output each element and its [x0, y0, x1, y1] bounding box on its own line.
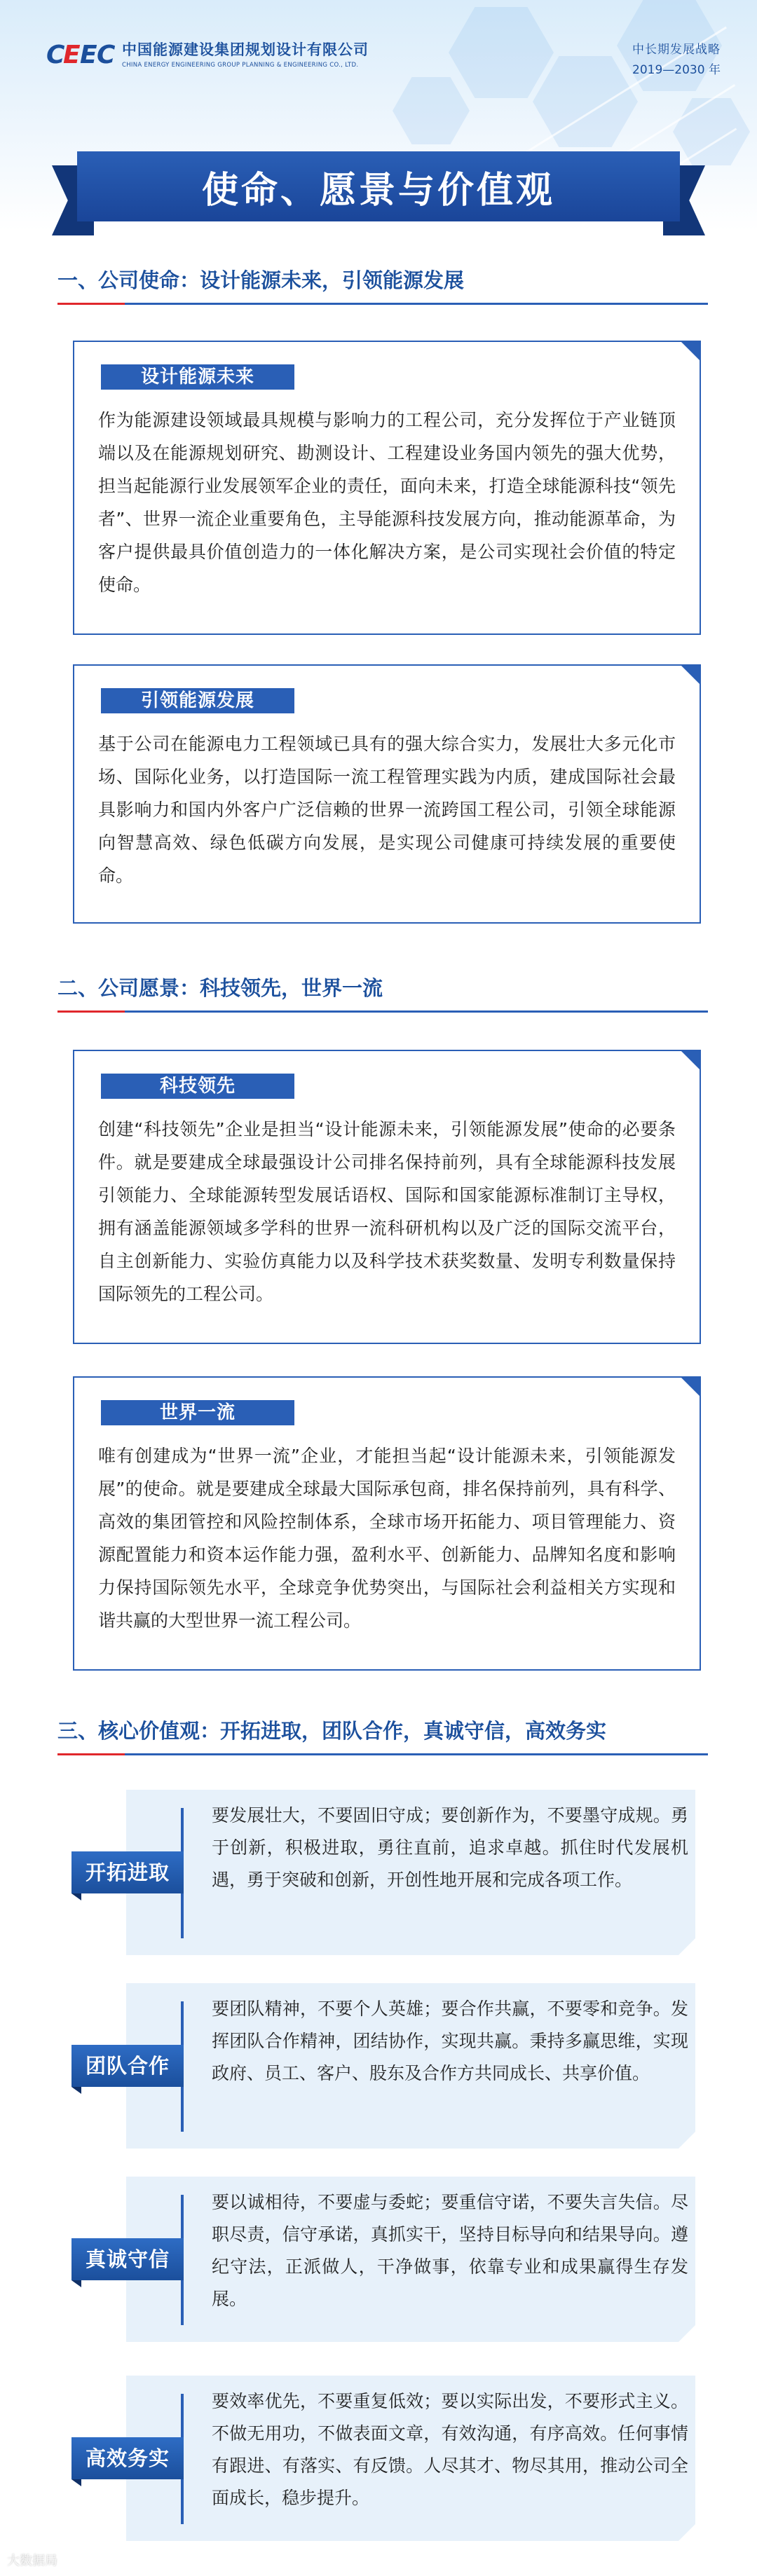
- section-divider: [57, 1010, 708, 1013]
- card-text: 作为能源建设领域最具规模与影响力的工程公司，充分发挥位于产业链顶端以及在能源规划研究、勘测设计、工程建设业务国内领先的强大优势，担当起能源行业发展领军企业的责任，面向未来，打造全球能源科技“领先者”、世界一流企业重要角色，主导能源科技发展方向，推动能源革命，为客户提供最具价值创造力的一体化解决方案，是公司实现社会价值的特定使命。: [98, 410, 676, 595]
- decor-hexagon: [449, 7, 554, 98]
- section-divider: [57, 303, 708, 305]
- title-banner: [77, 151, 680, 221]
- ceec-logo-icon: [46, 38, 116, 69]
- card-tag: 引领能源发展: [101, 688, 294, 713]
- decor-hexagon: [393, 77, 470, 144]
- card-text: 唯有创建成为“世界一流”企业，才能担当起“设计能源未来，引领能源发展”的使命。就是要建成全球最大国际承包商，排名保持前列，具有科学、高效的集团管控和风险控制体系，全球市场开拓能力、项目管理能力、资源配置能力和资本运作能力强，盈利水平、创新能力、品牌知名度和影响力保持国际领先水平，全球竞争优势突出，与国际社会利益相关方实现和谐共赢的大型世界一流工程公司。: [98, 1446, 676, 1631]
- strategy-title: 中长期发展战略: [632, 43, 721, 57]
- card-tag: 科技领先: [101, 1074, 294, 1099]
- decor-hexagon: [533, 56, 638, 147]
- section-divider: [57, 1753, 708, 1755]
- card-vision-worldclass: [73, 1376, 701, 1671]
- card-text: 创建“科技领先”企业是担当“设计能源未来，引领能源发展”使命的必要条件。就是要建成全球最强设计公司排名保持前列，具有全球能源科技发展引领能力、全球能源转型发展话语权、国际和国家能源标准制订主导权，拥有涵盖能源领域多学科的世界一流科研机构以及广泛的国际交流平台，自主创新能力、实验仿真能力以及科学技术获奖数量、发明专利数量保持国际领先的工程公司。: [98, 1119, 676, 1304]
- page-title: 使命、愿景与价值观: [201, 169, 555, 212]
- value-badge-pioneering: 开拓进取: [71, 1851, 184, 1893]
- svg-text:E: E: [80, 41, 97, 69]
- card-mission-design: [73, 341, 701, 635]
- value-text: 要以诚相待，不要虚与委蛇；要重信守诺，不要失言失信。尽职尽责，信守承诺，真抓实干，坚持目标导向和结果导向。遵纪守法，正派做人，干净做事，依靠专业和成果赢得生存发展。: [212, 2192, 688, 2309]
- card-tag: 设计能源未来: [101, 364, 294, 390]
- svg-text:E: E: [63, 41, 81, 69]
- value-text: 要效率优先，不要重复低效；要以实际出发，不要形式主义。不做无用功，不做表面文章，有效沟通，有序高效。任何事情有跟进、有落实、有反馈。人尽其才、物尽其用，推动公司全面成长，稳步提升。: [212, 2391, 688, 2508]
- card-corner: [680, 341, 701, 362]
- company-logo: [46, 38, 369, 69]
- card-corner: [680, 1376, 701, 1397]
- watermark: 大数据局: [7, 2554, 57, 2568]
- card-text: 基于公司在能源电力工程领域已具有的强大综合实力，发展壮大多元化市场、国际化业务，以打造国际一流工程管理实践为内质，建成国际社会最具影响力和国内外客户广泛信赖的世界一流跨国工程公司，引领全球能源向智慧高效、绿色低碳方向发展，是实现公司健康可持续发展的重要使命。: [98, 734, 676, 886]
- company-name-en: CHINA ENERGY ENGINEERING GROUP PLANNING & ENGINEERING CO., LTD.: [122, 61, 359, 69]
- section-title-vision: 二、公司愿景：科技领先，世界一流: [57, 976, 383, 1000]
- strategy-years: 2019—2030 年: [632, 63, 721, 77]
- card-corner: [680, 664, 701, 685]
- svg-text:C: C: [46, 41, 65, 69]
- value-text: 要发展壮大，不要固旧守成；要创新作为，不要墨守成规。勇于创新，积极进取，勇往直前，追求卓越。抓住时代发展机遇，勇于突破和创新，开创性地开展和完成各项工作。: [212, 1805, 688, 1890]
- section-title-values: 三、核心价值观：开拓进取，团队合作，真诚守信，高效务实: [57, 1719, 607, 1743]
- strategy-label: [632, 39, 721, 77]
- card-tag: 世界一流: [101, 1400, 294, 1425]
- decor-hexagon: [673, 98, 750, 165]
- card-vision-tech: [73, 1050, 701, 1344]
- svg-text:C: C: [97, 41, 116, 69]
- card-corner: [680, 1050, 701, 1071]
- company-name-cn: 中国能源建设集团规划设计有限公司: [122, 41, 369, 58]
- card-mission-lead: [73, 664, 701, 924]
- section-title-mission: 一、公司使命：设计能源未来，引领能源发展: [57, 268, 465, 292]
- value-badge-teamwork: 团队合作: [71, 2045, 184, 2087]
- value-text: 要团队精神，不要个人英雄；要合作共赢，不要零和竞争。发挥团队合作精神，团结协作，实现共赢。秉持多赢思维，实现政府、员工、客户、股东及合作方共同成长、共享价值。: [212, 1999, 688, 2083]
- value-badge-efficiency: 高效务实: [71, 2437, 184, 2479]
- value-badge-integrity: 真诚守信: [71, 2238, 184, 2280]
